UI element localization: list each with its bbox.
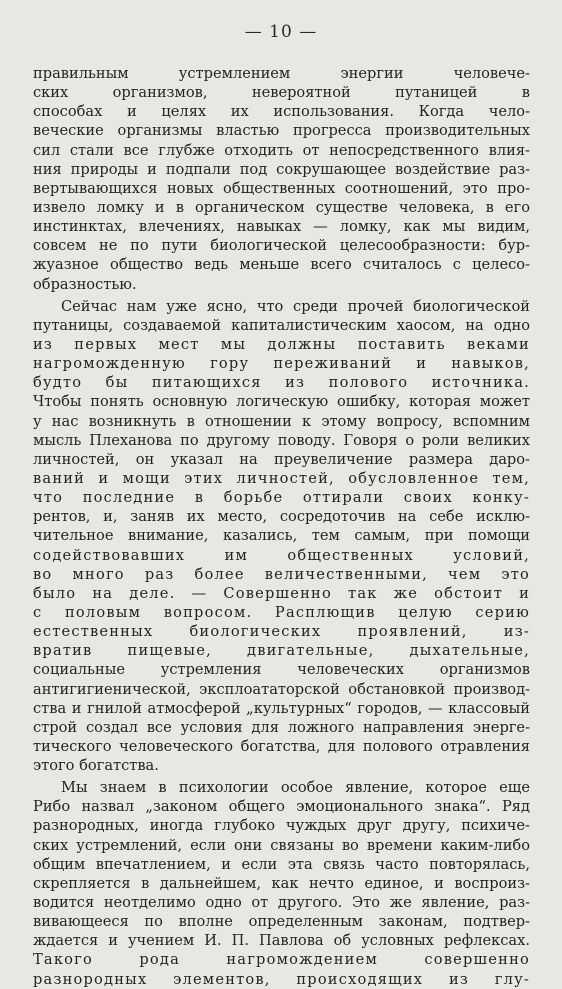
text-line: Мы знаем в психологии особое явление, которое еще (61, 779, 530, 797)
text-line: Сейчас нам уже ясно, что среди прочей биологической (61, 297, 530, 315)
text-line: вивающееся по вполне определенным законам, подтвер- (33, 913, 530, 931)
text-line: разнородных элементов, происходящих из глу- (33, 970, 530, 988)
text-line: ждается и учением И. П. Павлова об условных рефлексах. (33, 932, 530, 950)
text-line: личностей, он указал на преувеличение размера даро- (33, 450, 530, 468)
page-text (33, 64, 530, 989)
text-line: разнородных, иногда глубоко чуждых друг другу, психиче- (33, 817, 530, 835)
text-line: что последние в борьбе оттирали своих конку- (33, 489, 530, 507)
text-line: чительное внимание, казались, тем самым, при помощи (33, 527, 530, 545)
text-line: нагроможденную гору переживаний и навыков, (33, 355, 530, 373)
text-line: жуазное общество ведь меньше всего считалось с целесо- (33, 256, 530, 274)
paragraph-2 (33, 297, 530, 776)
text-line: ства и гнилой атмосферой „культурных“ городов, — классовый (33, 699, 530, 717)
text-line: водится неотделимо одно от другого. Это же явление, раз- (33, 894, 530, 912)
text-line: вратив пищевые, двигательные, дыхательные, (33, 642, 530, 660)
text-line: скрепляется в дальнейшем, как нечто единое, и воспроиз- (33, 874, 530, 892)
text-line: тического человеческого богатства, для полового отравления (33, 737, 530, 755)
text-line: с половым вопросом. Расплющив целую серию (33, 603, 530, 621)
text-line: строй создал все условия для ложного направления энерге- (33, 718, 530, 736)
text-line: из первых мест мы должны поставить веками (33, 335, 530, 353)
text-line: ских организмов, невероятной путаницей в (33, 84, 530, 102)
text-line: ния природы и подпали под сокрушающее воздействие раз- (33, 160, 530, 178)
text-line: во много раз более величественными, чем это (33, 565, 530, 583)
text-line: антигигиенической, эксплоататорской обстановкой производ- (33, 680, 530, 698)
text-line: мысль Плеханова по другому поводу. Говоря о роли великих (33, 431, 530, 449)
text-line: Такого рода нагромождением совершенно (33, 951, 530, 969)
text-line: веческие организмы властью прогресса производительных (33, 122, 530, 140)
text-line: совсем не по пути биологической целесообразности: бур- (33, 237, 530, 255)
paragraph-3 (33, 778, 530, 989)
text-line: способах и целях их использования. Когда чело- (33, 103, 530, 121)
text-line: сил стали все глубже отходить от непосредственного влия- (33, 141, 530, 159)
text-line: общим впечатлением, и если эта связь часто повторялась, (33, 855, 530, 873)
text-line: было на деле. — Совершенно так же обстоит и (33, 584, 530, 602)
text-line: будто бы питающихся из полового источника. (33, 374, 530, 392)
text-line: вертывающихся новых общественных соотношений, это про- (33, 179, 530, 197)
page-number: — 10 — (244, 22, 318, 42)
text-line: правильным устремлением энергии человече- (33, 65, 530, 82)
text-line: социальные устремления человеческих организмов (33, 661, 530, 679)
paragraph-1 (33, 64, 530, 294)
text-line: содействовавших им общественных условий, (33, 546, 530, 564)
text-line: извело ломку и в органическом существе человека, в его (33, 198, 530, 216)
text-line: путаницы, создаваемой капиталистическим хаосом, на одно (33, 316, 530, 334)
text-line: естественных биологических проявлений, из- (33, 623, 530, 641)
text-line: Чтобы понять основную логическую ошибку, которая может (33, 393, 530, 411)
text-line: ских устремлений, если они связаны во времени каким-либо (33, 836, 530, 854)
text-line: образностью. (33, 275, 137, 293)
text-line: этого богатства. (33, 757, 159, 775)
text-line: рентов, и, заняв их место, сосредоточив на себе исклю- (33, 508, 530, 526)
text-line: инстинктах, влечениях, навыках — ломку, как мы видим, (33, 218, 530, 236)
text-line: Рибо назвал „законом общего эмоционального знака“. Ряд (33, 798, 530, 816)
text-line: у нас возникнуть в отношении к этому вопросу, вспомним (33, 412, 530, 430)
text-line: ваний и мощи этих личностей, обусловленное тем, (33, 469, 530, 487)
